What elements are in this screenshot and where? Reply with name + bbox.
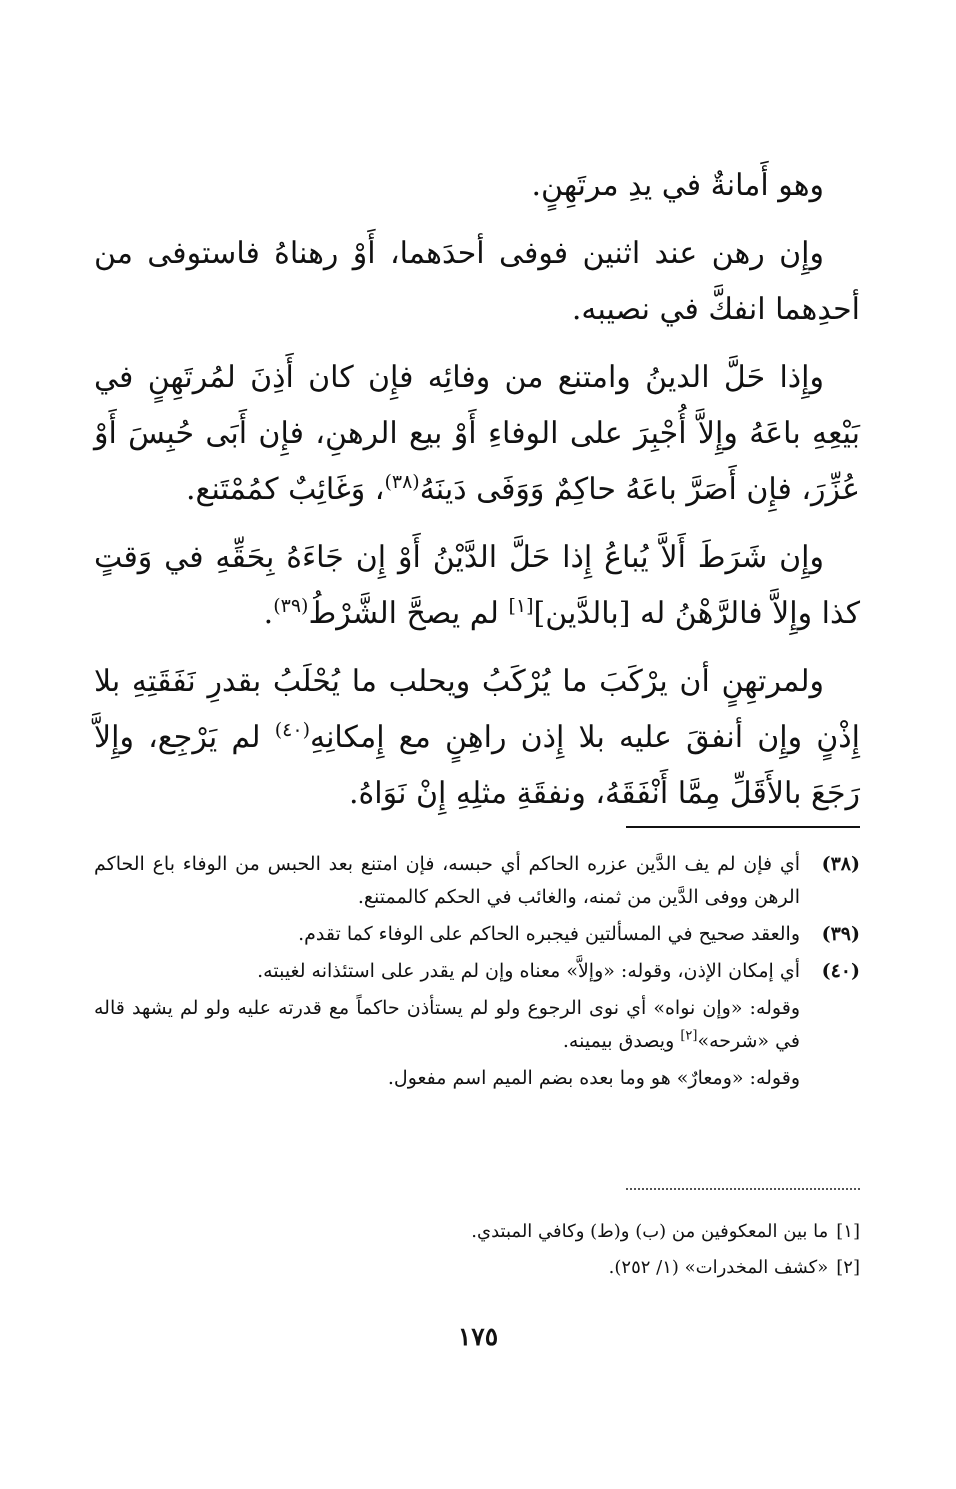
editor-note-ref-2[interactable]: [٢] [680, 1028, 698, 1044]
paragraph-4-end: . [263, 596, 274, 631]
paragraph-2 [94, 226, 860, 338]
footnote-continuation-text: وقوله: «وإن نواه» أي نوى الرجوع ولو لم يستأذن حاكماً مع قدرته عليه ولو لم يشهد قاله في «شرحه» [94, 997, 800, 1052]
paragraph-2-text: وإِن رهن عند اثنين فوفى أحدَهما، أَوْ رهناهُ فاستوفى من أحدِهما انفكَّ في نصيبه. [94, 236, 860, 327]
paragraph-1 [94, 158, 860, 214]
editor-note-text: «كشف المخدرات» (١/ ٢٥٢). [608, 1257, 829, 1278]
editor-note-1 [94, 1214, 860, 1250]
footnote-number: (٣٨) [821, 853, 860, 875]
footnotes [94, 848, 860, 1099]
footnote-ref-39[interactable]: (٣٩) [273, 595, 309, 617]
editor-note-ref-1[interactable]: [١] [508, 595, 534, 617]
paragraph-4 [94, 530, 860, 642]
editor-notes [94, 1214, 860, 1286]
main-text [94, 158, 860, 834]
bracketed-insertion: [بالدَّين] [533, 596, 631, 631]
editor-notes-separator [626, 1188, 860, 1190]
paragraph-3-text: وإِذا حَلَّ الدينُ وامتنع من وفائِه فإِن كان أَذِنَ لمُرتَهِنٍ في بَيْعِهِ باعَهُ وإِلاَّ أُجْبِرَ على الوفاءِ أَوْ بيع الرهنِ، فإِن أَبَى حُبِسَ أَوْ عُزِّرَ، فإِن أَصَرَّ باعَهُ حاكِمٌ وَوَفَى دَينَهُ [94, 360, 860, 507]
footnote-continuation-text: وقوله: «ومعارٌ» هو وما بعده بضم الميم اسم مفعول. [387, 1067, 800, 1089]
paragraph-3-tail: ، وَغَائِبٌ كمُمْتَنع. [185, 472, 385, 507]
paragraph-4-tail: لم يصحَّ الشَّرْطُ [308, 596, 509, 631]
editor-note-number: [٢] [836, 1257, 860, 1278]
paragraph-4-text: وإِن شَرَطَ أَلاَّ يُباعُ إِذا حَلَّ الدَّيْنُ أَوْ إِن جَاءَهُ بِحَقِّهِ في وَقتٍ كذا وإِلاَّ فالرَّهْنُ له [94, 540, 860, 631]
footnote-ref-38[interactable]: (٣٨) [384, 471, 420, 493]
footnote-38 [94, 848, 860, 914]
footnote-number: (٣٩) [821, 923, 860, 945]
footnote-ref-40[interactable]: (٤٠) [274, 719, 310, 741]
editor-note-2 [94, 1250, 860, 1286]
footnote-39 [94, 918, 860, 951]
footnote-continuation-tail: ويصدق بيمينه. [562, 1030, 681, 1052]
footnote-40 [94, 955, 860, 988]
footnote-number: (٤٠) [821, 960, 860, 982]
footnote-text: أي إمكان الإذن، وقوله: «وإلاَّ» معناه وإن لم يقدر على استئذانه لغيبته. [257, 960, 800, 982]
paragraph-5-text: ولمرتهِنٍ أن يرْكَبَ ما يُرْكَبُ ويحلب ما يُحْلَبُ بقدرِ نَفَقَتِهِ بلا إِذْنٍ وإِن أنفقَ عليه بلا إِذن راهِنٍ مع إِمكانِهِ [94, 664, 860, 755]
editor-note-text: ما بين المعكوفين من (ب) و(ط) وكافي المبتدي. [471, 1221, 829, 1242]
paragraph-5-tail: لم يَرْجِع، وإِلاَّ رَجَعَ بالأَقَلِّ مِمَّا أَنْفَقَهُ، ونفقَةِ مثلِهِ إِنْ نَوَاهُ. [94, 720, 860, 811]
footnote-40-continuation-1 [94, 992, 860, 1058]
footnote-40-continuation-2 [94, 1062, 860, 1095]
footnote-text: أي فإن لم يف الدَّين عزره الحاكم أي حبسه، فإن امتنع بعد الحبس من الوفاء باع الحاكم الرهن ووفى الدَّين من ثمنه، والغائب في الحكم كالممتنع. [94, 853, 800, 908]
paragraph-3 [94, 350, 860, 518]
footnote-separator [626, 826, 860, 828]
paragraph-1-text: وهو أَمانةٌ في يدِ مرتَهِنٍ. [531, 168, 824, 203]
paragraph-5 [94, 654, 860, 822]
footnote-text: والعقد صحيح في المسألتين فيجبره الحاكم على الوفاء كما تقدم. [298, 923, 800, 945]
editor-note-number: [١] [836, 1221, 860, 1242]
page-number: ١٧٥ [457, 1322, 499, 1351]
